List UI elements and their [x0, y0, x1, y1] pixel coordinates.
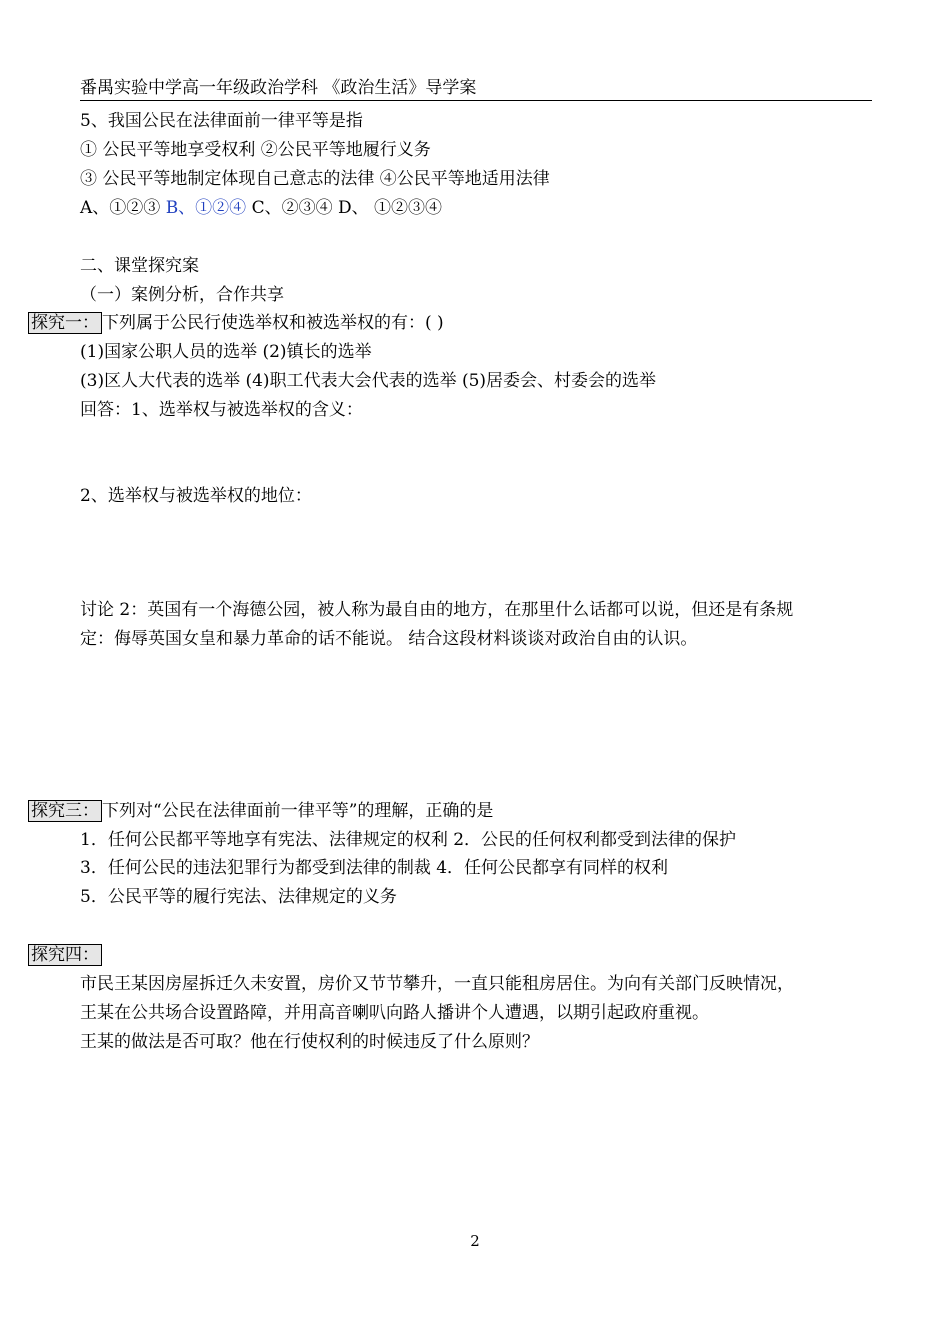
page-number: 2	[470, 1232, 480, 1250]
option-a: A、①②③	[80, 198, 166, 218]
question-5-stem: 5、我国公民在法律面前一律平等是指	[80, 111, 363, 131]
question-5-line1: ① 公民平等地享受权利 ②公民平等地履行义务	[80, 140, 431, 160]
question-5-line2: ③ 公民平等地制定体现自己意志的法律 ④公民平等地适用法律	[80, 169, 550, 189]
explore-1	[28, 312, 444, 334]
question-5-options	[80, 197, 442, 219]
discussion-2-line2: 定：侮辱英国女皇和暴力革命的话不能说。 结合这段材料谈谈对政治自由的认识。	[80, 629, 698, 649]
option-c-d: C、②③④ D、 ①②③④	[251, 198, 443, 218]
explore-1-answer-2: 2、选举权与被选举权的地位：	[80, 486, 312, 506]
explore-1-items-line1: (1)国家公职人员的选举 (2)镇长的选举	[80, 342, 372, 362]
explore-3-item-1-2: 1．任何公民都平等地享有宪法、法律规定的权利 2．公民的任何权利都受到法律的保护	[80, 830, 737, 850]
section-2-title: 二、课堂探究案	[80, 256, 199, 276]
explore-1-label: 探究一：	[28, 312, 102, 334]
explore-3-item-3-4: 3．任何公民的违法犯罪行为都受到法律的制裁 4．任何公民都享有同样的权利	[80, 858, 669, 878]
explore-1-question: 下列属于公民行使选举权和被选举权的有：( )	[102, 313, 444, 333]
option-b: B、①②④	[165, 198, 247, 218]
explore-1-items-line2: (3)区人大代表的选举 (4)职工代表大会代表的选举 (5)居委会、村委会的选举	[80, 371, 657, 391]
explore-4-line1: 市民王某因房屋拆迁久未安置，房价又节节攀升，一直只能租房居住。为向有关部门反映情况，	[80, 974, 794, 994]
explore-4-line3: 王某的做法是否可取？他在行使权利的时候违反了什么原则？	[80, 1032, 539, 1052]
explore-3-item-5: 5．公民平等的履行宪法、法律规定的义务	[80, 887, 397, 907]
explore-4-label: 探究四：	[28, 944, 102, 966]
page-header: 番禺实验中学高一年级政治学科 《政治生活》导学案	[80, 76, 872, 101]
explore-4-line2: 王某在公共场合设置路障，并用高音喇叭向路人播讲个人遭遇，以期引起政府重视。	[80, 1003, 709, 1023]
explore-1-answer-1: 回答：1、选举权与被选举权的含义：	[80, 400, 363, 420]
explore-4	[28, 944, 102, 966]
section-2-subtitle: （一）案例分析，合作共享	[80, 285, 284, 305]
explore-3-label: 探究三：	[28, 800, 102, 822]
discussion-2-line1: 讨论 2：英国有一个海德公园，被人称为最自由的地方，在那里什么话都可以说，但还是有条规	[80, 600, 794, 620]
explore-3	[28, 800, 493, 822]
explore-3-question: 下列对“公民在法律面前一律平等”的理解，正确的是	[102, 801, 494, 821]
